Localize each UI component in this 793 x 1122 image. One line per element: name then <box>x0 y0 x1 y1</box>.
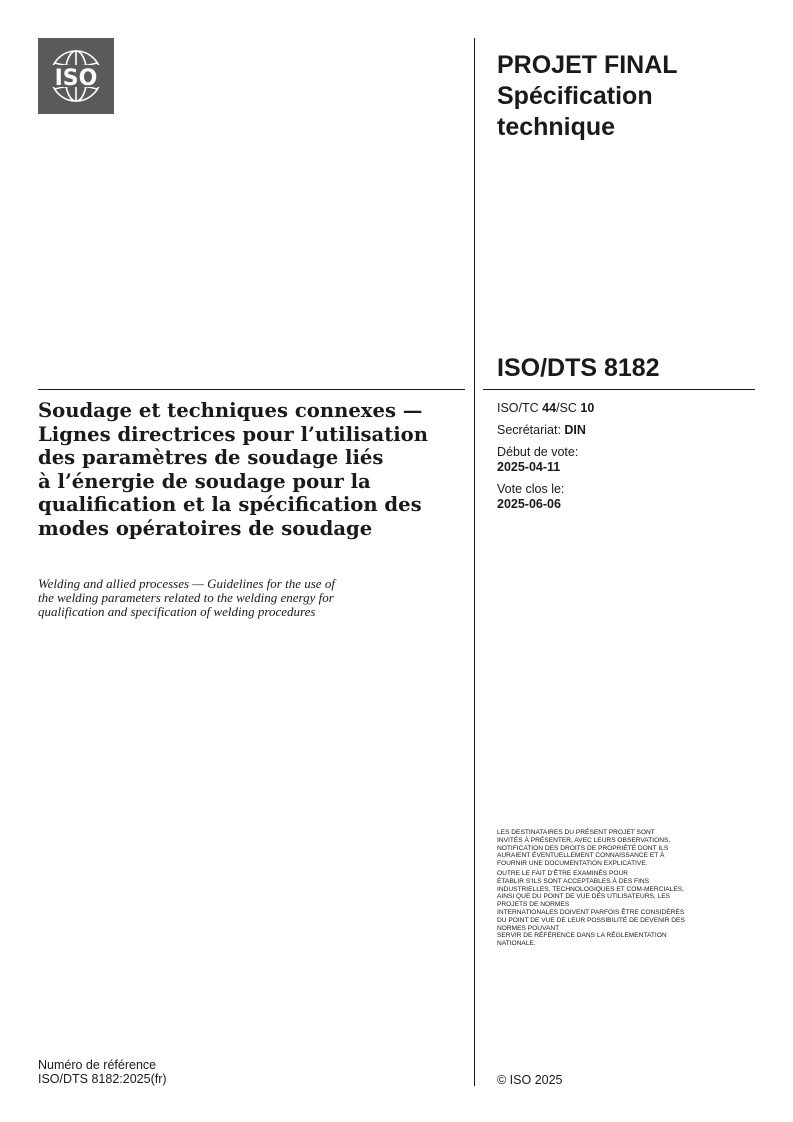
vote-start <box>497 445 757 475</box>
french-title <box>38 399 468 541</box>
vertical-divider <box>474 38 475 1086</box>
vote-start-label: Début de vote: <box>497 445 579 459</box>
english-title-line: qualification and specification of welding procedures <box>38 604 316 619</box>
vote-end-label: Vote clos le: <box>497 482 565 496</box>
reference-number <box>38 1058 167 1086</box>
english-title <box>38 577 468 619</box>
doc-kind-line: PROJET FINAL <box>497 51 678 79</box>
sc-number: 10 <box>580 401 595 415</box>
french-title-line: des paramètres de soudage liés <box>38 446 384 470</box>
notice-paragraph-2: OUTRE LE FAIT D’ÊTRE EXAMINÉS POUR ÉTABLIR S’ILS SONT ACCEPTABLES À DES FINS INDUSTRIELLES, TECHNOLOGIQUES ET COM-MERCIALES, AINSI QUE DU POINT DE VUE DES UTILISATEURS, LES PROJETS DE NORMES INTERNATIONALES DOIVENT PARFOIS ÊTRE CONSIDÉRÉS DU POINT DE VUE DE LEUR POSSIBILITÉ DE DEVENIR DES NORMES POUVANT SERVIR DE RÉFÉRENCE DANS LA RÉGLEMENTATION NATIONALE. <box>497 869 685 948</box>
tc-number: 44 <box>542 401 557 415</box>
committee: ISO/TC 44/SC 10 <box>497 401 595 415</box>
vote-end <box>497 482 757 512</box>
vote-start-date: 2025-04-11 <box>497 460 561 474</box>
document-stage-heading <box>497 50 757 143</box>
english-title-line: Welding and allied processes — Guidelines for the use of <box>38 576 335 591</box>
secretariat: Secrétariat: DIN <box>497 423 586 437</box>
iso-logo <box>38 38 114 114</box>
notice-paragraph-1: LES DESTINATAIRES DU PRÉSENT PROJET SONT INVITÉS À PRÉSENTER, AVEC LEURS OBSERVATIONS, NOTIFICATION DES DROITS DE PROPRIÉTÉ DONT ILS AURAIENT ÉVENTUELLEMENT CONNAISSANCE ET À FOURNIR UNE DOCUMENTATION EXPLICATIVE. <box>497 829 671 868</box>
iso-logo-text: ISO <box>54 66 98 91</box>
copyright-notice: © ISO 2025 <box>497 1073 563 1087</box>
secretariat-value: DIN <box>564 423 586 437</box>
french-title-line: qualification et la spécification des <box>38 493 422 517</box>
left-horizontal-divider <box>38 389 465 390</box>
french-title-line: Soudage et techniques connexes — <box>38 399 423 422</box>
doc-kind-line: technique <box>497 113 616 141</box>
english-title-line: the welding parameters related to the welding energy for <box>38 590 334 605</box>
french-title-line: à l’énergie de soudage pour la <box>38 469 371 493</box>
reference-value: ISO/DTS 8182:2025(fr) <box>38 1072 167 1086</box>
document-number: ISO/DTS 8182 <box>497 354 660 382</box>
doc-kind-line: Spécification <box>497 82 653 110</box>
recipient-notice <box>497 829 759 950</box>
document-metadata <box>497 401 757 519</box>
iso-globe-icon <box>38 38 114 114</box>
french-title-line: Lignes directrices pour l’utilisation <box>38 422 428 446</box>
right-horizontal-divider <box>483 389 755 390</box>
french-title-line: modes opératoires de soudage <box>38 516 373 540</box>
reference-label: Numéro de référence <box>38 1058 157 1072</box>
vote-end-date: 2025-06-06 <box>497 497 561 511</box>
